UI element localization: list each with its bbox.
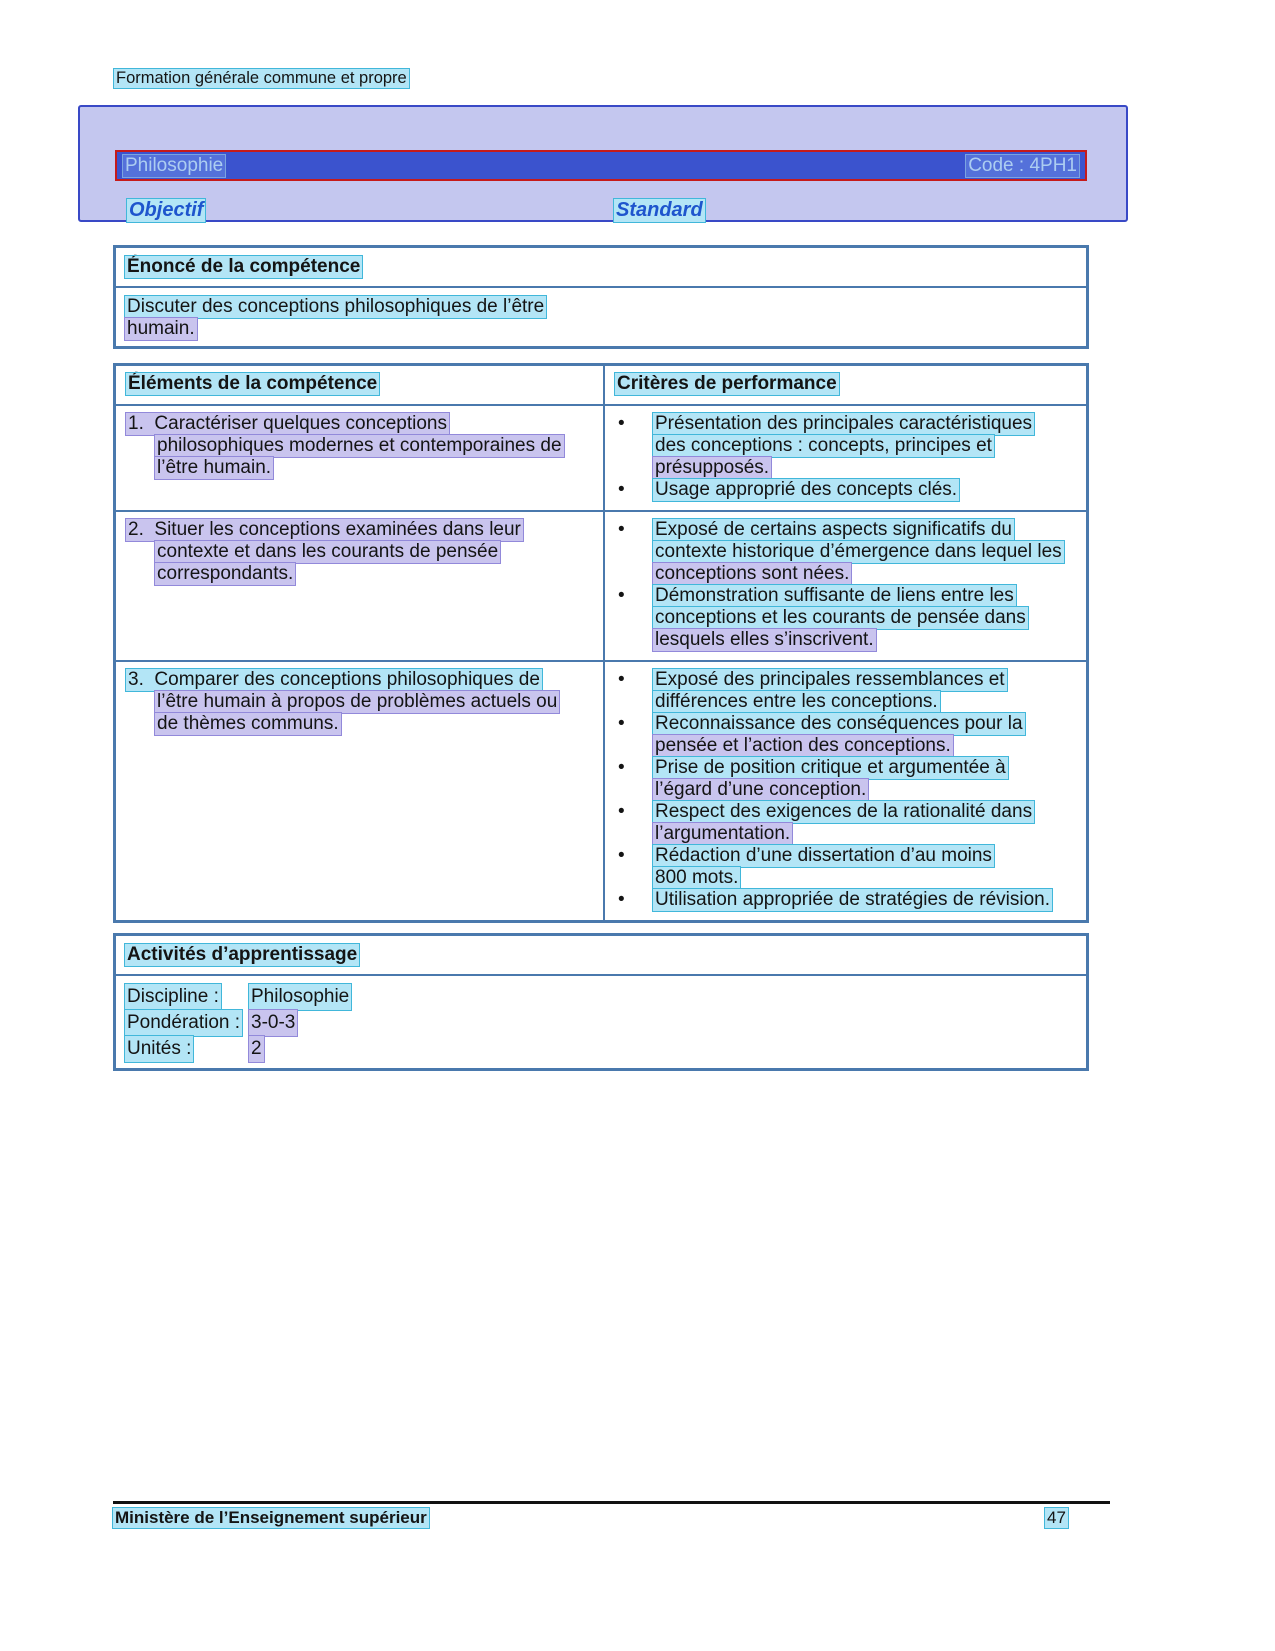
- competence-table: [113, 363, 1089, 923]
- criterion-line-text: Exposé de certains aspects significatifs du: [655, 519, 1012, 540]
- table-row: [116, 510, 1086, 660]
- criterion-line-text: Prise de position critique et argumentée à: [655, 757, 1006, 778]
- element-line-text: philosophiques modernes et contemporaines de: [157, 435, 562, 456]
- bullet-item: [615, 757, 1076, 801]
- criterion-line-text: 800 mots.: [655, 867, 739, 888]
- enonce-line-text: humain.: [127, 318, 195, 339]
- bullet-item: [615, 479, 1076, 501]
- page-number: 47: [1047, 1508, 1066, 1527]
- course-title: Philosophie: [125, 154, 224, 176]
- element-line-text: 2. Situer les conceptions examinées dans leur: [128, 519, 521, 540]
- element-line: [155, 691, 593, 713]
- criterion-line-text: l’égard d’une conception.: [655, 779, 867, 800]
- element-line: [155, 435, 593, 457]
- bullet-item: [615, 801, 1076, 845]
- bullet-lines: [653, 585, 1076, 651]
- enonce-panel-body: [116, 288, 1086, 346]
- enonce-panel: [113, 245, 1089, 349]
- criterion-line-text: des conceptions : concepts, principes et: [655, 435, 992, 456]
- bullet-lines: [653, 413, 1076, 479]
- field-value: 2: [249, 1036, 264, 1062]
- activites-panel-body: [116, 976, 1086, 1068]
- criterion-line-text: contexte historique d’émergence dans lequel les: [655, 541, 1062, 562]
- element-line: [155, 541, 593, 563]
- element-line-text: correspondants.: [157, 563, 294, 584]
- top-label-row: [114, 69, 409, 88]
- standard-heading: [614, 199, 705, 222]
- activites-heading: Activités d’apprentissage: [127, 944, 358, 965]
- bullet-icon: •: [618, 889, 625, 910]
- bullet-item: [615, 889, 1076, 911]
- bullet-icon: •: [618, 585, 625, 606]
- bullet-icon: •: [618, 413, 625, 434]
- enonce-line: [125, 318, 1077, 340]
- bullet-icon: •: [618, 757, 625, 778]
- element-line: [126, 413, 593, 435]
- activites-row-unites: [125, 1036, 1077, 1062]
- element-line-text: l’être humain à propos de problèmes actuels ou: [157, 691, 558, 712]
- bullet-lines: [653, 801, 1076, 845]
- criterion-line-text: présupposés.: [655, 457, 770, 478]
- activites-row-ponderation: [125, 1010, 1077, 1036]
- header-box: [78, 105, 1128, 222]
- activites-panel-header: [116, 936, 1086, 976]
- activites-row-discipline: [125, 984, 1077, 1010]
- title-bar: [115, 150, 1087, 181]
- table-header-criteres: [603, 366, 1086, 404]
- element-line: [126, 519, 593, 541]
- criterion-line-text: différences entre les conceptions.: [655, 691, 938, 712]
- bullet-icon: •: [618, 669, 625, 690]
- criteria-cell: [603, 512, 1086, 660]
- element-line: [155, 713, 593, 735]
- top-label: Formation générale commune et propre: [116, 69, 407, 87]
- bullet-item: [615, 585, 1076, 651]
- bullet-icon: •: [618, 801, 625, 822]
- criterion-line-text: Présentation des principales caractéristiques: [655, 413, 1033, 434]
- element-line-text: contexte et dans les courants de pensée: [157, 541, 499, 562]
- standard-heading-label: Standard: [616, 199, 703, 221]
- bullet-lines: [653, 757, 1076, 801]
- element-cell: [116, 512, 603, 660]
- criteria-cell: [603, 662, 1086, 920]
- bullet-item: [615, 713, 1076, 757]
- element-line-text: l’être humain.: [157, 457, 272, 478]
- criterion-line-text: lesquels elles s’inscrivent.: [655, 629, 874, 650]
- enonce-panel-header: [116, 248, 1086, 288]
- table-header-elements-label: Éléments de la compétence: [128, 373, 378, 394]
- criterion-line-text: Exposé des principales ressemblances et: [655, 669, 1005, 690]
- element-line: [126, 669, 593, 691]
- bullet-icon: •: [618, 845, 625, 866]
- field-label: Pondération :: [125, 1010, 242, 1036]
- element-cell: [116, 406, 603, 510]
- criteria-cell: [603, 406, 1086, 510]
- element-line: [155, 457, 593, 479]
- bullet-icon: •: [618, 519, 625, 540]
- enonce-heading: Énoncé de la compétence: [127, 256, 361, 277]
- footer-rule: [113, 1501, 1110, 1504]
- criterion-line-text: pensée et l’action des conceptions.: [655, 735, 951, 756]
- criterion-line-text: Reconnaissance des conséquences pour la: [655, 713, 1023, 734]
- bullet-lines: [653, 889, 1076, 911]
- objectif-heading-label: Objectif: [129, 199, 204, 221]
- criterion-line-text: conceptions sont nées.: [655, 563, 850, 584]
- course-code: Code : 4PH1: [968, 154, 1077, 176]
- activites-panel: [113, 933, 1089, 1071]
- bullet-item: [615, 413, 1076, 479]
- bullet-lines: [653, 713, 1076, 757]
- criterion-line-text: Respect des exigences de la rationalité dans: [655, 801, 1033, 822]
- criterion-line-text: Démonstration suffisante de liens entre les: [655, 585, 1014, 606]
- criterion-line-text: Utilisation appropriée de stratégies de révision.: [655, 889, 1050, 910]
- bullet-lines: [653, 845, 1076, 889]
- enonce-line-text: Discuter des conceptions philosophiques de l’être: [127, 296, 545, 317]
- element-line-text: de thèmes communs.: [157, 713, 339, 734]
- criterion-line-text: conceptions et les courants de pensée dans: [655, 607, 1026, 628]
- table-header-row: [116, 366, 1086, 404]
- table-header-elements: [116, 366, 603, 404]
- table-row: [116, 404, 1086, 510]
- criterion-line-text: Rédaction d’une dissertation d’au moins: [655, 845, 992, 866]
- objectif-heading: [127, 199, 205, 222]
- criterion-line-text: Usage approprié des concepts clés.: [655, 479, 958, 500]
- element-cell: [116, 662, 603, 920]
- element-line-text: 1. Caractériser quelques conceptions: [128, 413, 447, 434]
- bullet-lines: [653, 669, 1076, 713]
- bullet-lines: [653, 519, 1076, 585]
- bullet-icon: •: [618, 479, 625, 500]
- footer-left-text: Ministère de l’Enseignement supérieur: [115, 1508, 427, 1527]
- field-value: 3-0-3: [249, 1010, 297, 1036]
- field-value: Philosophie: [249, 984, 351, 1010]
- field-label: Unités :: [125, 1036, 193, 1062]
- criterion-line-text: l’argumentation.: [655, 823, 791, 844]
- bullet-item: [615, 519, 1076, 585]
- footer: [113, 1508, 1110, 1528]
- table-header-criteres-label: Critères de performance: [617, 373, 837, 394]
- table-row: [116, 660, 1086, 920]
- element-line: [155, 563, 593, 585]
- bullet-icon: •: [618, 713, 625, 734]
- enonce-line: [125, 296, 1077, 318]
- element-line-text: 3. Comparer des conceptions philosophiques de: [128, 669, 540, 690]
- bullet-item: [615, 669, 1076, 713]
- bullet-item: [615, 845, 1076, 889]
- bullet-lines: [653, 479, 1076, 501]
- field-label: Discipline :: [125, 984, 221, 1010]
